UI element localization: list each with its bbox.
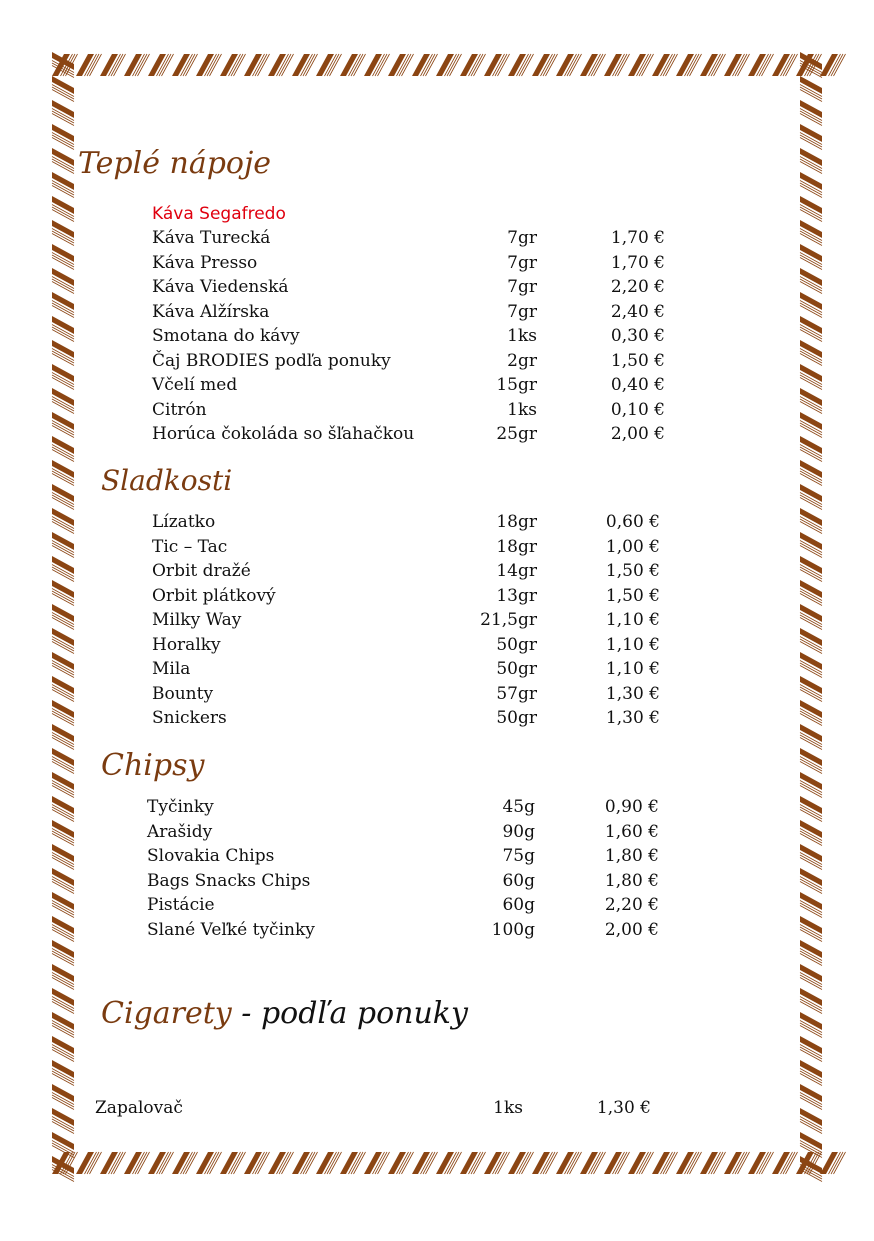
cigarettes-suffix: - podľa ponuky xyxy=(231,996,468,1031)
item-quantity: 7gr xyxy=(507,277,537,297)
item-price: 1,30 € xyxy=(605,708,660,728)
item-name: Orbit dražé xyxy=(152,561,251,581)
menu-item-row xyxy=(147,871,659,895)
menu-item-row xyxy=(152,684,660,708)
item-price: 0,90 € xyxy=(604,797,659,817)
item-name: Snickers xyxy=(152,708,227,728)
border-left-pattern xyxy=(52,52,74,1182)
item-quantity: 1ks xyxy=(507,399,537,420)
menu-item-row xyxy=(152,610,660,634)
menu-item-row xyxy=(152,375,665,399)
item-name: Slovakia Chips xyxy=(147,846,275,866)
item-price: 2,20 € xyxy=(610,277,665,297)
item-name: Káva Alžírska xyxy=(152,301,270,322)
menu-item-row xyxy=(152,561,660,585)
item-price: 0,60 € xyxy=(605,512,660,532)
item-price: 2,00 € xyxy=(604,919,659,940)
item-price: 1,50 € xyxy=(605,585,660,606)
item-price: 1,00 € xyxy=(605,536,660,557)
item-name: Mila xyxy=(152,659,191,679)
item-quantity: 75g xyxy=(502,846,535,866)
item-quantity: 21,5gr xyxy=(480,610,537,630)
item-name: Bags Snacks Chips xyxy=(147,870,311,891)
item-quantity: 60g xyxy=(502,870,535,891)
item-price: 2,20 € xyxy=(604,895,659,915)
item-quantity: 50gr xyxy=(496,708,537,728)
subheading-coffee-brand: Káva Segafredo xyxy=(152,204,286,224)
item-quantity: 90g xyxy=(502,821,535,842)
item-name: Zapalovač xyxy=(95,1098,183,1118)
item-name: Káva Presso xyxy=(152,252,258,273)
item-name: Horúca čokoláda so šľahačkou xyxy=(152,424,415,444)
item-quantity: 57gr xyxy=(496,683,537,704)
item-price: 1,70 € xyxy=(610,252,665,273)
section-title-cigarettes xyxy=(101,996,468,1031)
item-price: 0,10 € xyxy=(610,399,665,420)
menu-item-row xyxy=(152,512,660,536)
menu-item-row xyxy=(147,895,659,919)
menu-item-row xyxy=(152,228,665,252)
item-quantity: 18gr xyxy=(496,536,537,557)
item-name: Tic – Tac xyxy=(152,536,228,557)
menu-item-row xyxy=(152,537,660,561)
item-name: Arašidy xyxy=(147,821,213,842)
menu-item-row xyxy=(152,277,665,301)
section-title-hot-drinks: Teplé nápoje xyxy=(78,146,272,181)
item-price: 1,10 € xyxy=(605,610,660,630)
item-price: 1,30 € xyxy=(605,683,660,704)
menu-item-row xyxy=(147,822,659,846)
item-name: Smotana do kávy xyxy=(152,326,300,346)
item-name: Čaj BRODIES podľa ponuky xyxy=(152,350,391,371)
border-top-pattern xyxy=(52,54,846,76)
item-quantity: 15gr xyxy=(496,375,537,395)
menu-item-row xyxy=(152,326,665,350)
lighter-row xyxy=(95,1098,655,1122)
item-quantity: 1ks xyxy=(507,326,537,346)
item-name: Milky Way xyxy=(152,610,242,630)
item-quantity: 13gr xyxy=(496,585,537,606)
item-name: Citrón xyxy=(152,399,207,420)
item-price: 2,00 € xyxy=(610,424,665,444)
item-price: 1,70 € xyxy=(610,228,665,248)
item-quantity: 18gr xyxy=(496,512,537,532)
item-name: Lízatko xyxy=(152,512,216,532)
menu-item-row xyxy=(152,659,660,683)
item-name: Včelí med xyxy=(152,375,238,395)
item-name: Pistácie xyxy=(147,895,215,915)
item-price: 1,60 € xyxy=(604,821,659,842)
border-bottom-pattern xyxy=(52,1152,846,1174)
item-quantity: 50gr xyxy=(496,634,537,655)
item-price: 1,50 € xyxy=(605,561,660,581)
menu-item-row xyxy=(152,635,660,659)
item-name: Káva Viedenská xyxy=(152,277,289,297)
item-quantity: 14gr xyxy=(496,561,537,581)
item-quantity: 1ks xyxy=(493,1098,523,1118)
item-quantity: 2gr xyxy=(507,350,537,371)
item-price: 0,30 € xyxy=(610,326,665,346)
item-quantity: 60g xyxy=(502,895,535,915)
menu-item-row xyxy=(152,302,665,326)
item-name: Slané Veľké tyčinky xyxy=(147,919,315,940)
item-price: 1,80 € xyxy=(604,870,659,891)
item-quantity: 100g xyxy=(491,919,535,940)
menu-item-row xyxy=(152,708,660,732)
item-name: Tyčinky xyxy=(147,797,214,817)
item-quantity: 7gr xyxy=(507,301,537,322)
cigarettes-title: Cigarety xyxy=(101,996,232,1031)
menu-item-row xyxy=(152,351,665,375)
menu-item-row xyxy=(147,920,659,944)
item-name: Orbit plátkový xyxy=(152,585,276,606)
menu-item-row xyxy=(147,797,659,821)
item-price: 2,40 € xyxy=(610,301,665,322)
item-name: Káva Turecká xyxy=(152,228,271,248)
item-quantity: 45g xyxy=(502,797,535,817)
item-price: 1,50 € xyxy=(610,350,665,371)
section-title-chips: Chipsy xyxy=(101,748,205,783)
item-quantity: 50gr xyxy=(496,659,537,679)
menu-item-row xyxy=(152,253,665,277)
item-price: 0,40 € xyxy=(610,375,665,395)
border-right-pattern xyxy=(800,52,822,1182)
item-price: 1,10 € xyxy=(605,659,660,679)
item-price: 1,30 € xyxy=(596,1098,651,1118)
item-quantity: 7gr xyxy=(507,252,537,273)
item-quantity: 25gr xyxy=(496,424,537,444)
menu-item-row xyxy=(152,400,665,424)
menu-item-row xyxy=(147,846,659,870)
item-name: Horalky xyxy=(152,634,221,655)
section-title-sweets: Sladkosti xyxy=(101,464,233,497)
item-price: 1,80 € xyxy=(604,846,659,866)
item-name: Bounty xyxy=(152,683,214,704)
item-quantity: 7gr xyxy=(507,228,537,248)
item-price: 1,10 € xyxy=(605,634,660,655)
menu-item-row xyxy=(152,424,665,448)
menu-item-row xyxy=(152,586,660,610)
